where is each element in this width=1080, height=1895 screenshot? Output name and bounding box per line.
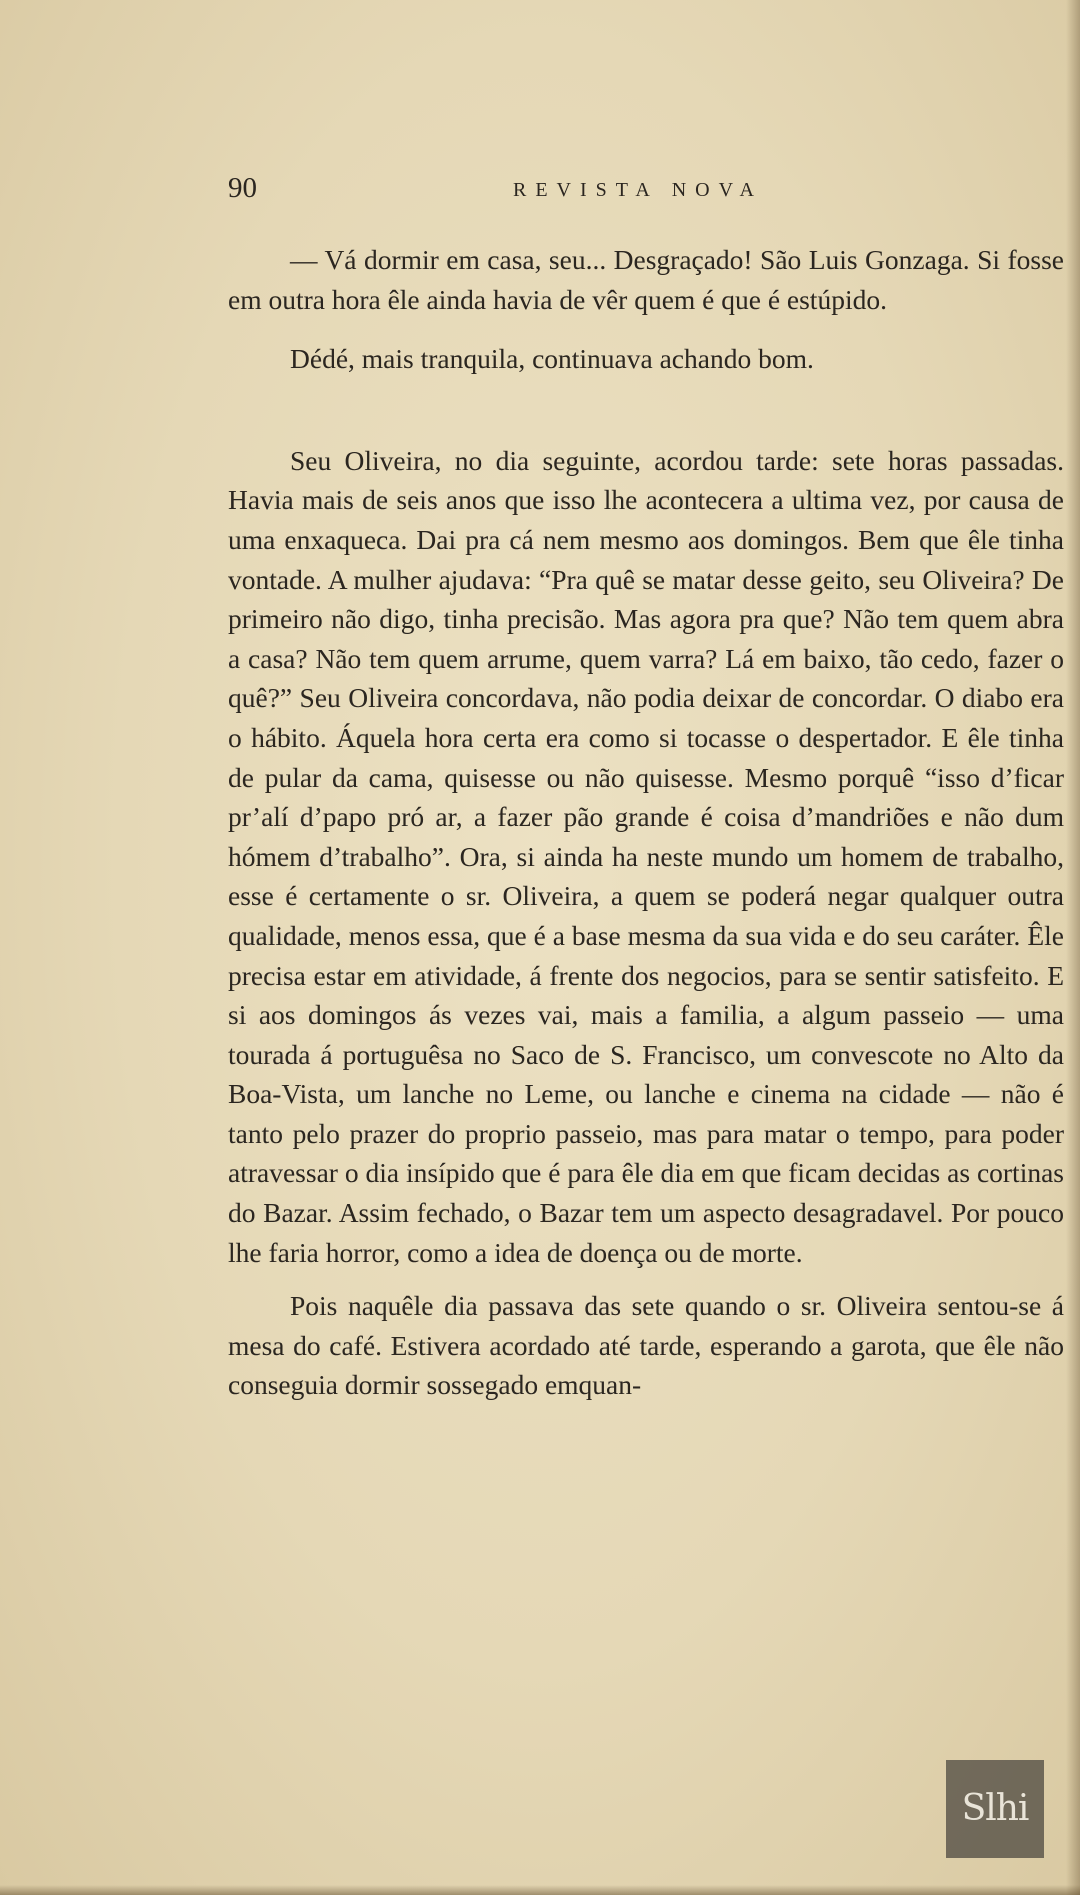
body-text bbox=[228, 240, 1064, 1405]
library-watermark-stamp: Slhi bbox=[946, 1760, 1044, 1858]
page-edge-shadow bbox=[1066, 0, 1080, 1895]
paragraph: Pois naquêle dia passava das sete quando o sr. Oliveira sentou-se á mesa do café. Estivera acordado até tarde, esperando a garota, que êle não conseguia dormir sossegado emquan- bbox=[228, 1290, 1064, 1401]
paragraph: — Vá dormir em casa, seu... Desgraçado! São Luis Gonzaga. Si fosse em outra hora êle ainda havia de vêr quem é que é estúpido. bbox=[228, 244, 1064, 315]
page-header bbox=[228, 170, 1064, 206]
running-title: REVISTA NOVA bbox=[513, 179, 763, 201]
page-number: 90 bbox=[228, 172, 257, 204]
paragraph: Dédé, mais tranquila, continuava achando bom. bbox=[290, 343, 814, 375]
page-bottom-shadow bbox=[0, 1885, 1080, 1895]
paragraph: Seu Oliveira, no dia seguinte, acordou tarde: sete horas passadas. Havia mais de seis anos que isso lhe acontecera a ultima vez, por causa de uma enxaqueca. Dai pra cá nem mesmo aos domingos. Bem que êle tinha vontade. A mulher ajudava: “Pra quê se matar desse geito, seu Oliveira? De primeiro não digo, tinha precisão. Mas agora pra que? Não tem quem abra a casa? Não tem quem arrume, quem varra? Lá em baixo, tão cedo, fazer o quê?” Seu Oliveira concordava, não podia deixar de concordar. O diabo era o hábito. Áquela hora certa era como si tocasse o despertador. E êle tinha de pular da cama, quisesse ou não quisesse. Mesmo porquê “isso d’ficar pr’alí d’papo pró ar, a fazer pão grande é coisa d’mandriões e não dum hómem d’trabalho”. Ora, si ainda ha neste mundo um homem de trabalho, esse é certamente o sr. Oliveira, a quem se poderá negar qualquer outra qualidade, menos essa, que é a base mesma da sua vida e do seu caráter. Êle precisa estar em atividade, á frente dos negocios, para se sentir satisfeito. E si aos domingos ás vezes vai, mais a familia, a algum passeio — uma tourada á portuguêsa no Saco de S. Francisco, um convescote no Alto da Boa-Vista, um lanche no Leme, ou lanche e cinema na cidade — não é tanto pelo prazer do proprio passeio, mas para matar o tempo, para poder atravessar o dia insípido que é para êle dia em que ficam decidas as cortinas do Bazar. Assim fechado, o Bazar tem um aspecto desagradavel. Por pouco lhe faria horror, como a idea de doença ou de morte. bbox=[228, 444, 1064, 1268]
